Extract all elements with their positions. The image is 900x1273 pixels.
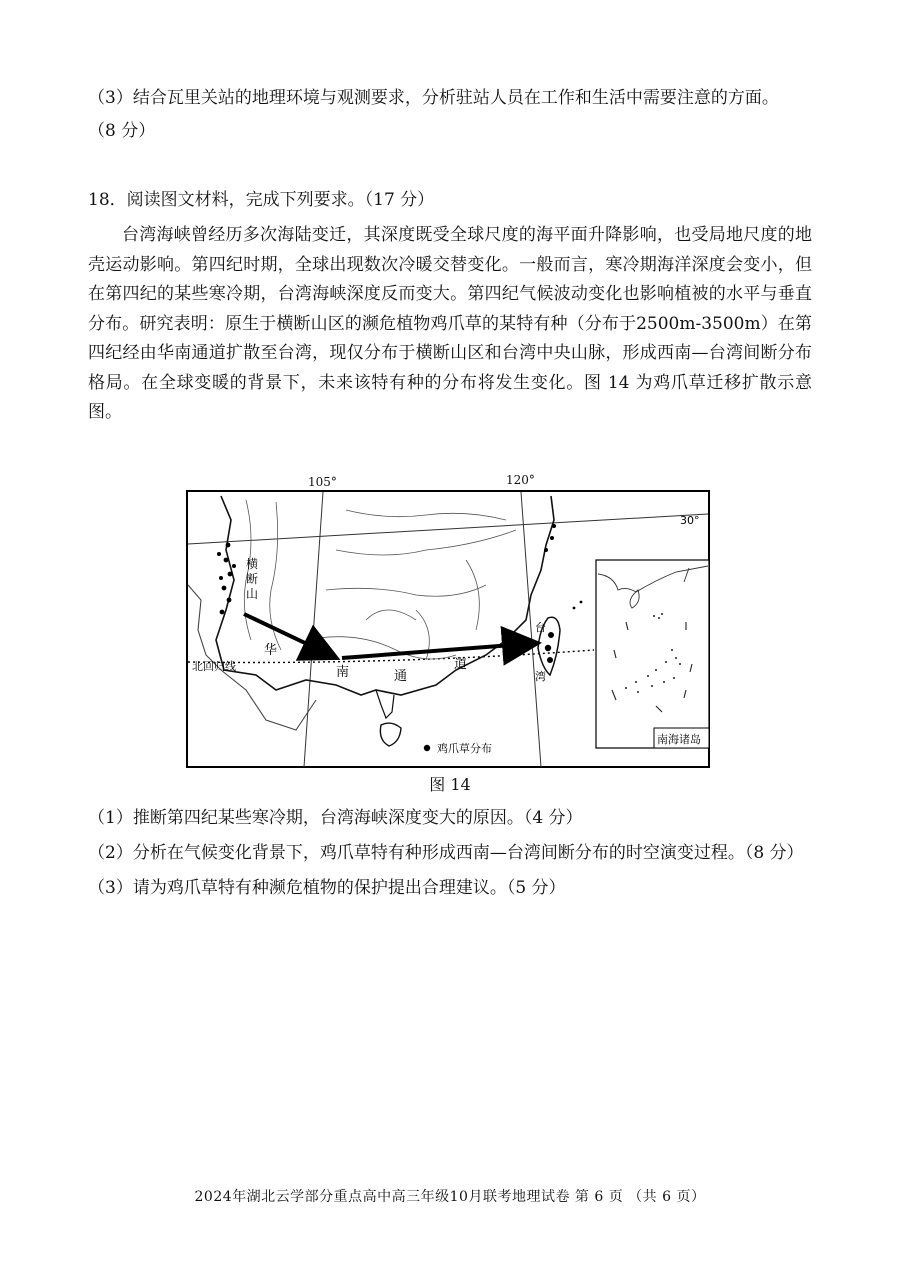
- q17-part3-line2: （8 分）: [88, 121, 156, 141]
- taiwan-label-2: 湾: [535, 670, 546, 683]
- tropic-label: 北回归线: [192, 660, 236, 673]
- huanan-label-3: 通: [394, 669, 408, 684]
- legend-dot: [424, 745, 430, 751]
- huanan-label-1: 华: [264, 643, 278, 658]
- q18-question-1: （1）推断第四纪某些寒冷期，台湾海峡深度变大的原因。（4 分）: [88, 808, 583, 828]
- latitude-30-label: 30°: [680, 514, 700, 527]
- longitude-120-label: 120°: [506, 473, 535, 487]
- legend-label: 鸡爪草分布: [437, 742, 492, 755]
- longitude-105-label: 105°: [308, 475, 337, 489]
- q17-part3-line1: （3）结合瓦里关站的地理环境与观测要求，分析驻站人员在工作和生活中需要注意的方面。: [88, 88, 779, 108]
- hengduan-label-1: 横: [246, 557, 259, 571]
- q18-question-3: （3）请为鸡爪草特有种濒危植物的保护提出合理建议。（5 分）: [88, 878, 566, 898]
- page-footer: 2024年湖北云学部分重点高中高三年级10月联考地理试卷 第 6 页 （共 6 页）: [194, 1189, 706, 1205]
- south-china-sea-inset: [596, 560, 709, 748]
- huanan-label-4: 道: [454, 657, 468, 672]
- hengduan-label-3: 山: [246, 587, 259, 601]
- q18-heading: 18．阅读图文材料，完成下列要求。（17 分）: [88, 190, 435, 210]
- q18-question-2: （2）分析在气候变化背景下，鸡爪草特有种形成西南—台湾间断分布的时空演变过程。（8 分）: [88, 843, 804, 863]
- huanan-label-2: 南: [336, 665, 350, 680]
- inset-label: 南海诸岛: [657, 733, 701, 746]
- q18-material-paragraph: 台湾海峡曾经历多次海陆变迁，其深度既受全球尺度的海平面升降影响，也受局地尺度的地壳运动影响。第四纪时期，全球出现数次冷暖交替变化。一般而言，寒冷期海洋深度会变小，但在第四纪的某些寒冷期，台湾海峡深度反而变大。第四纪气候波动变化也影响植被的水平与垂直分布。研究表明：原生于横断山区的濒危植物鸡爪草的某特有种（分布于2500m-3500m）在第四纪经由华南通道扩散至台湾，现仅分布于横断山区和台湾中央山脉，形成西南—台湾间断分布格局。在全球变暖的背景下，未来该特有种的分布将发生变化。图 14 为鸡爪草迁移扩散示意图。: [88, 225, 812, 422]
- migration-map: [186, 490, 710, 768]
- taiwan-label-1: 台: [535, 621, 546, 634]
- hengduan-label-2: 断: [246, 572, 259, 586]
- figure-caption: 图 14: [429, 775, 471, 794]
